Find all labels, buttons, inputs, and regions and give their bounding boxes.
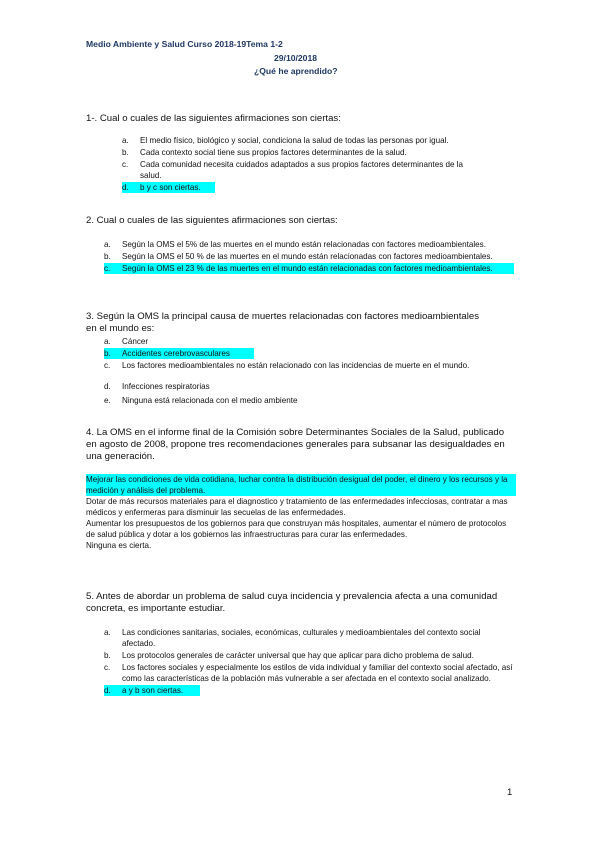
header-course: Medio Ambiente y Salud Curso 2018-19Tema 1-2 xyxy=(86,39,283,49)
question-2: 2. Cual o cuales de las siguientes afirmaciones son ciertas: xyxy=(86,215,338,226)
option-a xyxy=(104,336,514,347)
option-text: Según la OMS el 23 % de las muertes en el mundo están relacionadas con factores medioambientales. xyxy=(122,264,493,273)
option-letter: d. xyxy=(104,382,111,391)
option-text: Según la OMS el 5% de las muertes en el mundo están relacionadas con factores medioambientales. xyxy=(122,240,486,249)
option-text: Cada contexto social tiene sus propios factores determinantes de la salud. xyxy=(140,148,407,157)
option-letter: a. xyxy=(104,240,111,249)
option-text: b y c son ciertas. xyxy=(140,183,201,192)
option-b xyxy=(104,650,474,661)
option-a xyxy=(122,135,502,146)
option-letter: d. xyxy=(104,686,111,695)
option-text: a y b son ciertas. xyxy=(122,686,184,695)
option-text: Los factores medioambientales no están relacionado con las incidencias de muerte en el mundo. xyxy=(122,361,470,370)
option-text: Según la OMS el 50 % de las muertes en el mundo están relacionadas con factores medioambientales. xyxy=(122,252,493,261)
option-a xyxy=(104,627,514,649)
option-letter: d. xyxy=(122,183,129,192)
option-e xyxy=(104,395,514,406)
question-1-options xyxy=(122,135,502,193)
option-c xyxy=(104,263,514,274)
question-5: 5. Antes de abordar un problema de salud cuya incidencia y prevalencia afecta a una comunidad concreta, es importante estudiar. xyxy=(86,591,498,614)
header-date: 29/10/2018 xyxy=(274,53,318,63)
option-letter: c. xyxy=(104,264,111,273)
option-text: Accidentes cerebrovasculares xyxy=(122,349,230,358)
option-letter: a. xyxy=(104,628,111,637)
option-c xyxy=(104,360,514,371)
option-text: Las condiciones sanitarias, sociales, económicas, culturales y medioambientales del contexto social afectado. xyxy=(122,628,481,648)
option-letter: b. xyxy=(104,252,111,261)
option-letter: e. xyxy=(104,396,111,405)
option-text: Infecciones respiratorias xyxy=(122,382,210,391)
option-text: Cada comunidad necesita cuidados adaptados a sus propios factores determinantes de la salud. xyxy=(140,160,464,180)
question-3: 3. Según la OMS la principal causa de muertes relacionadas con factores medioambientales en el mundo es: xyxy=(86,311,480,334)
option-text: Los factores sociales y especialmente los estilos de vida individual y familiar del contexto social afectado, así como las características de la población más vulnerable a ser afectada en el contexto social analizado. xyxy=(122,663,513,683)
option-d xyxy=(104,381,514,392)
option-text: Cáncer xyxy=(122,337,149,346)
option-a xyxy=(104,239,514,250)
option-d xyxy=(104,685,514,696)
answer-1: Mejorar las condiciones de vida cotidiana, luchar contra la distribución desigual del poder, el dinero y los recursos y la medición y análisis del problema. xyxy=(86,474,516,496)
option-text: Los protocolos generales de carácter universal que hay que aplicar para dicho problema de salud. xyxy=(122,651,474,660)
option-b xyxy=(104,251,514,262)
header-subtitle: ¿Qué he aprendido? xyxy=(254,66,338,76)
question-4-answers xyxy=(86,474,516,551)
option-c xyxy=(122,159,472,181)
option-d xyxy=(122,182,502,193)
option-letter: b. xyxy=(104,349,111,358)
question-1: 1-. Cual o cuales de las siguientes afirmaciones son ciertas: xyxy=(86,113,341,124)
option-letter: c. xyxy=(104,361,111,370)
option-letter: a. xyxy=(104,337,111,346)
question-5-options xyxy=(104,627,514,696)
option-text: El medio físico, biológico y social, condiciona la salud de todas las personas por igual. xyxy=(140,136,449,145)
option-letter: c. xyxy=(122,160,129,169)
option-letter: c. xyxy=(104,663,111,672)
option-letter: a. xyxy=(122,136,129,145)
page-number: 1 xyxy=(507,787,513,798)
option-c xyxy=(104,662,514,684)
answer-3: Aumentar los presupuestos de los gobiernos para que construyan más hospitales, aumentar el número de protocolos de salud pública y dotar a los gobiernos las infraestructuras para curar las enfermedades. xyxy=(86,519,507,539)
question-2-options xyxy=(104,239,514,274)
option-letter: b. xyxy=(122,148,129,157)
question-3-options xyxy=(104,336,514,406)
option-text: Ninguna está relacionada con el medio ambiente xyxy=(122,396,298,405)
answer-2: Dotar de más recursos materiales para el diagnostico y tratamiento de las enfermedades infecciosas, contratar a mas médicos y enfermeras para disminuir las secuelas de las enfermedades. xyxy=(86,497,508,517)
option-b xyxy=(122,147,502,158)
option-letter: b. xyxy=(104,651,111,660)
question-4: 4. La OMS en el informe final de la Comisión sobre Determinantes Sociales de la Salud, publicado en agosto de 2008, propone tres recomendaciones generales para subsanar las desigualdades en una generación. xyxy=(86,427,505,462)
answer-4: Ninguna es cierta. xyxy=(86,541,152,550)
option-b xyxy=(104,348,514,359)
